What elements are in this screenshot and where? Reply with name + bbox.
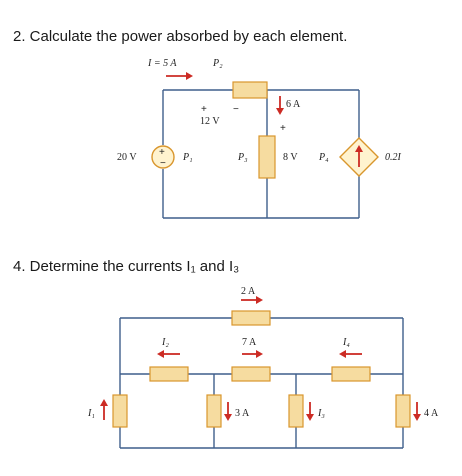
i4-label: I₄ [343,337,350,348]
p1-label: P₁ [183,152,193,163]
v8-label: 8 V [283,152,298,163]
dependent-source-label: 0.2I [385,152,401,163]
p4-label: P₄ [319,152,329,163]
current-arrow-i1 [100,399,108,420]
i1-label: I₁ [88,408,95,419]
p3-label: P₃ [238,152,248,163]
minus-12v-sign: − [233,104,239,115]
resistor-i3 [289,395,303,427]
current-arrow-i3 [306,402,314,421]
i2-label: I₂ [162,337,169,348]
resistor-7a [232,367,270,381]
resistor-top [232,311,270,325]
current-arrow-i4 [339,350,362,358]
current-arrow-i2 [157,350,180,358]
v12-label: 12 V [200,116,220,127]
source-minus-sign: − [160,158,166,169]
resistor-3a [207,395,221,427]
plus-12v-sign: + [201,104,207,115]
plus-8v-sign: + [280,123,286,134]
i7-label: 7 A [242,337,257,348]
current-arrow-3a [224,402,232,421]
problem-4-heading: 4. Determine the currents I₁ and I₃ [13,258,240,275]
i6-label: 6 A [286,99,301,110]
resistor-i2 [150,367,188,381]
i3-label: I₃ [318,408,325,419]
current-arrow-7a [242,350,263,358]
resistor-i4 [332,367,370,381]
problem-2-heading: 2. Calculate the power absorbed by each element. [13,28,348,45]
source-plus-sign: + [159,147,165,158]
p2-label: P₂ [213,58,223,69]
current-arrow-2a [241,296,263,304]
i4a-label: 4 A [424,408,439,419]
v20-label: 20 V [117,152,137,163]
current-i-label: I = 5 A [148,58,177,69]
resistor-4a [396,395,410,427]
current-arrow-4a [413,402,421,421]
i3a-label: 3 A [235,408,250,419]
top-current-label: 2 A [241,286,256,297]
resistor-i1 [113,395,127,427]
